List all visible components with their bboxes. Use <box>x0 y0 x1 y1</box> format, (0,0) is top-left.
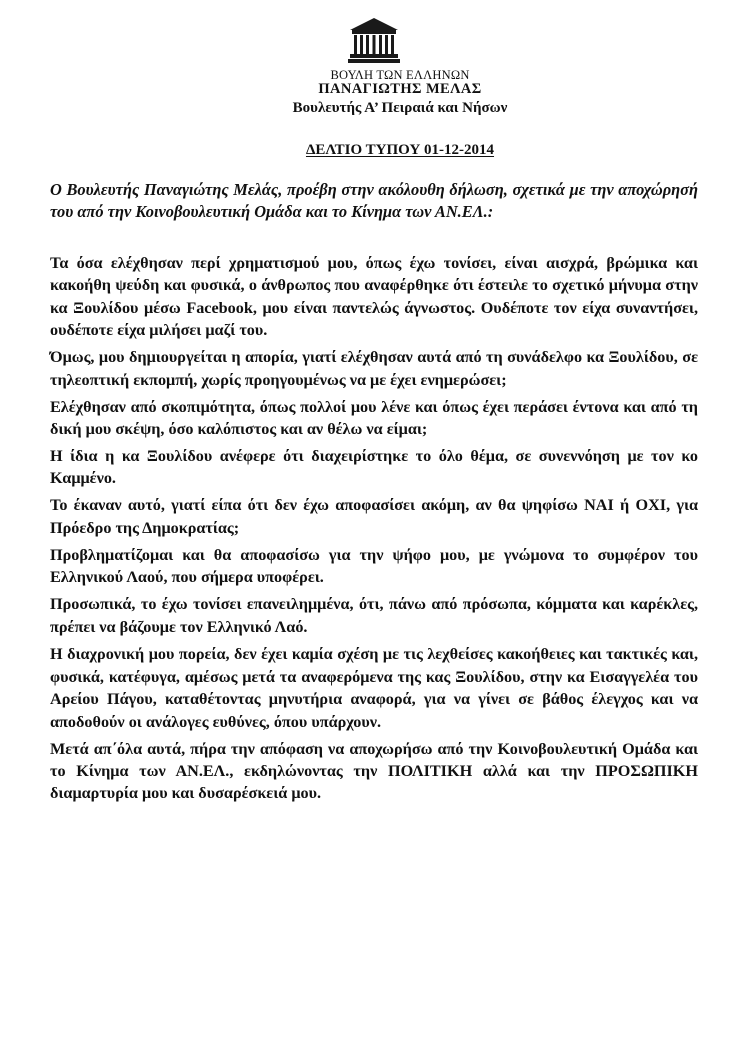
document-title: ΔΕΛΤΙΟ ΤΥΠΟΥ 01-12-2014 <box>305 142 495 158</box>
paragraph: Μετά απ΄όλα αυτά, πήρα την απόφαση να αποχωρήσω από την Κοινοβουλευτική Ομάδα και το Κίνημα των ΑΝ.ΕΛ., εκδηλώνοντας την ΠΟΛΙΤΙΚΗ αλλά και την ΠΡΟΣΩΠΙΚΗ διαμαρτυρία μου και δυσαρέσκειά μου. <box>50 739 698 803</box>
mp-role: Βουλευτής Α’ Πειραιά και Νήσων <box>292 100 508 116</box>
paragraph: Τα όσα ελέχθησαν περί χρηματισμού μου, όπως έχω τονίσει, είναι αισχρά, βρώμικα και κακοήθη ψεύδη και φυσικά, ο άνθρωπος που αναφέρθηκε ότι έστειλε το σχετικό μήνυμα στην κα Ξουλίδου μέσω Facebook, μου είναι παντελώς άγνωστος. Ουδέποτε τον είχα συναντήσει, ουδέποτε είχα μιλήσει μαζί του. <box>50 254 698 340</box>
mp-name: ΠΑΝΑΓΙΩΤΗΣ ΜΕΛΑΣ <box>318 81 482 97</box>
paragraph: Η διαχρονική μου πορεία, δεν έχει καμία σχέση με τις λεχθείσες κακοήθειες και τακτικές και, φυσικά, κατέφυγα, αμέσως μετά τα αναφερόμενα της κας Ξουλίδου, στην κα Εισαγγελέα του Αρείου Πάγου, καταθέτοντας μηνυτήρια αναφορά, για να γίνει σε βάθος έλεγχος και να αποδοθούν οι ανάλογες ευθύνες, όπου υπάρχουν. <box>50 645 698 731</box>
intro-statement: Ο Βουλευτής Παναγιώτης Μελάς, προέβη στην ακόλουθη δήλωση, σχετικά με την αποχώρησή του από την Κοινοβουλευτική Ομάδα και το Κίνημα των ΑΝ.ΕΛ.: <box>50 180 698 221</box>
parliament-building-icon <box>346 16 402 66</box>
statement-body <box>50 252 698 809</box>
paragraph: Όμως, μου δημιουργείται η απορία, γιατί ελέχθησαν αυτά από τη συνάδελφο κα Ξουλίδου, σε τηλεοπτική εκπομπή, χωρίς προηγουμένως να με έχει ενημερώσει; <box>50 348 698 389</box>
paragraph: Η ίδια η κα Ξουλίδου ανέφερε ότι διαχειρίστηκε το όλο θέμα, σε συνεννόηση με τον κο Καμμένο. <box>50 447 698 488</box>
parliament-name: ΒΟΥΛΗ ΤΩΝ ΕΛΛΗΝΩΝ <box>330 68 470 82</box>
paragraph: Ελέχθησαν από σκοπιμότητα, όπως πολλοί μου λένε και όπως έχει περάσει έντονα και από τη δική μου σκέψη, όσο καλόπιστος και αν θέλω να είμαι; <box>50 397 698 439</box>
paragraph: Το έκαναν αυτό, γιατί είπα ότι δεν έχω αποφασίσει ακόμη, αν θα ψηφίσω ΝΑΙ ή ΟΧΙ, για Πρόεδρο της Δημοκρατίας; <box>50 496 698 537</box>
paragraph: Προσωπικά, το έχω τονίσει επανειλημμένα, ότι, πάνω από πρόσωπα, κόμματα και καρέκλες, πρέπει να βάζουμε τον Ελληνικό Λαό. <box>50 595 698 636</box>
paragraph: Προβληματίζομαι και θα αποφασίσω για την ψήφο μου, με γνώμονα το συμφέρον του Ελληνικού Λαού, που σήμερα υποφέρει. <box>50 545 698 587</box>
